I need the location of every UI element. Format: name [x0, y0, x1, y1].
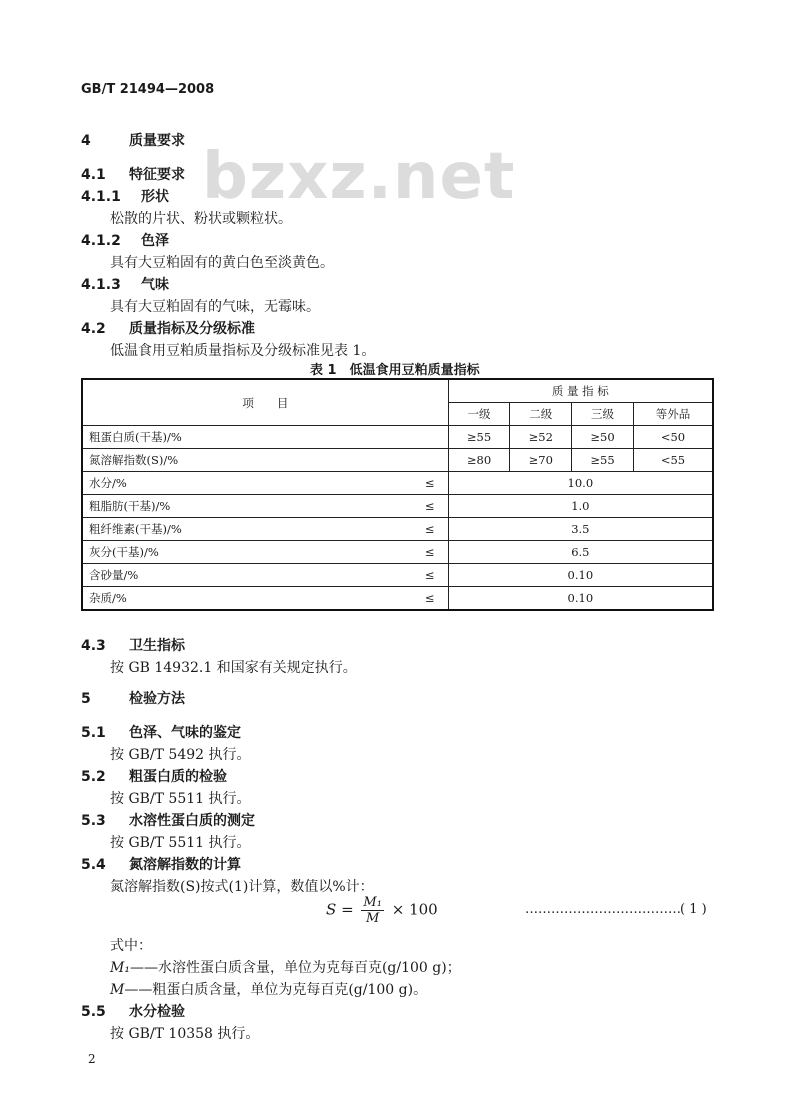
- grade-header: 三级: [572, 403, 634, 426]
- section-5-4-heading: [81, 854, 241, 874]
- section-number: 4: [81, 133, 91, 149]
- nsi-formula: [326, 895, 438, 926]
- cell-value: <55: [633, 449, 713, 472]
- operator: ≤: [412, 587, 449, 611]
- section-4-heading: [81, 130, 185, 150]
- section-title: 粗蛋白质的检验: [129, 769, 227, 785]
- quality-index-header: 质 量 指 标: [448, 379, 713, 403]
- section-5-2-heading: [81, 766, 227, 786]
- section-title: 气味: [141, 277, 169, 293]
- formula-def-m: [110, 979, 427, 999]
- section-5-3-body: 按 GB/T 5511 执行。: [110, 835, 251, 851]
- table-row: [82, 495, 713, 518]
- section-title: 检验方法: [129, 691, 185, 707]
- cell-value: ≥55: [572, 449, 634, 472]
- section-4-3-body: 按 GB 14932.1 和国家有关规定执行。: [110, 660, 357, 676]
- section-4-2-body: 低温食用豆粕质量指标及分级标准见表 1。: [110, 343, 376, 359]
- def-symbol: M₁: [110, 960, 130, 976]
- section-number: 4.1.1: [81, 189, 121, 205]
- section-number: 5.4: [81, 857, 106, 873]
- section-4-3-heading: [81, 635, 185, 655]
- operator: ≤: [412, 541, 449, 564]
- formula-denominator: M: [366, 911, 380, 926]
- cell-value: 0.10: [448, 587, 713, 611]
- section-title: 氮溶解指数的计算: [129, 857, 241, 873]
- section-5-4-body: 氮溶解指数(S)按式(1)计算，数值以%计：: [110, 879, 374, 895]
- section-4-1-3-heading: [81, 274, 169, 294]
- cell-value: ≥80: [448, 449, 510, 472]
- section-number: 4.2: [81, 321, 106, 337]
- section-number: 5.2: [81, 769, 106, 785]
- section-number: 5.1: [81, 725, 106, 741]
- section-4-2-heading: [81, 318, 255, 338]
- section-title: 水溶性蛋白质的测定: [129, 813, 255, 829]
- section-title: 水分检验: [129, 1004, 185, 1020]
- table-caption: 表 1 低温食用豆粕质量指标: [310, 363, 480, 378]
- section-title: 色泽、气味的鉴定: [129, 725, 241, 741]
- page-number: 2: [88, 1052, 96, 1066]
- cell-value: <50: [633, 426, 713, 449]
- section-5-heading: [81, 688, 185, 708]
- section-5-5-body: 按 GB/T 10358 执行。: [110, 1026, 260, 1042]
- formula-number: ( 1 ): [680, 902, 707, 917]
- grade-header: 一级: [448, 403, 510, 426]
- formula-fraction: [361, 895, 384, 926]
- section-4-1-3-body: 具有大豆粕固有的气味，无霉味。: [110, 299, 320, 315]
- section-number: 5: [81, 691, 91, 707]
- formula-where: 式中：: [110, 938, 152, 954]
- section-title: 形状: [141, 189, 169, 205]
- section-title: 质量要求: [129, 133, 185, 149]
- row-label: 灰分(干基)/%: [82, 541, 412, 564]
- table-row: [82, 587, 713, 611]
- row-label: 杂质/%: [82, 587, 412, 611]
- section-number: 4.1: [81, 167, 106, 183]
- row-label: 粗纤维素(干基)/%: [82, 518, 412, 541]
- grade-header: 等外品: [633, 403, 713, 426]
- cell-value: 3.5: [448, 518, 713, 541]
- section-number: 4.1.3: [81, 277, 121, 293]
- formula-equals: =: [341, 900, 354, 919]
- section-title: 色泽: [141, 233, 169, 249]
- table-row: [82, 472, 713, 495]
- cell-value: ≥55: [448, 426, 510, 449]
- section-4-1-2-heading: [81, 230, 169, 250]
- cell-value: ≥52: [510, 426, 572, 449]
- formula-def-m1: [110, 957, 461, 977]
- section-5-2-body: 按 GB/T 5511 执行。: [110, 791, 251, 807]
- cell-value: 0.10: [448, 564, 713, 587]
- section-4-1-1-heading: [81, 186, 169, 206]
- formula-leader-dots: ………………………………: [525, 902, 681, 917]
- table-row: [82, 426, 713, 449]
- section-number: 4.1.2: [81, 233, 121, 249]
- def-symbol: M: [110, 982, 125, 998]
- section-5-1-body: 按 GB/T 5492 执行。: [110, 747, 251, 763]
- table-row: [82, 541, 713, 564]
- def-text: ——粗蛋白质含量，单位为克每百克(g/100 g)。: [124, 982, 428, 998]
- section-5-1-heading: [81, 722, 241, 742]
- table-row: [82, 449, 713, 472]
- section-number: 4.3: [81, 638, 106, 654]
- operator: ≤: [412, 472, 449, 495]
- row-label: 含砂量/%: [82, 564, 412, 587]
- cell-value: 1.0: [448, 495, 713, 518]
- section-5-5-heading: [81, 1001, 185, 1021]
- row-label: 水分/%: [82, 472, 412, 495]
- section-title: 卫生指标: [129, 638, 185, 654]
- grade-header: 二级: [510, 403, 572, 426]
- section-4-1-heading: [81, 164, 185, 184]
- formula-multiplier: × 100: [391, 900, 438, 919]
- cell-value: 10.0: [448, 472, 713, 495]
- cell-value: ≥50: [572, 426, 634, 449]
- section-4-1-1-body: 松散的片状、粉状或颗粒状。: [110, 211, 292, 227]
- section-number: 5.3: [81, 813, 106, 829]
- table-row: [82, 518, 713, 541]
- quality-index-table: [81, 378, 714, 611]
- watermark: bzxz.net: [202, 140, 516, 214]
- row-label: 氮溶解指数(S)/%: [82, 449, 448, 472]
- standard-code: GB/T 21494—2008: [81, 82, 215, 97]
- section-title: 质量指标及分级标准: [129, 321, 255, 337]
- section-5-3-heading: [81, 810, 255, 830]
- operator: ≤: [412, 495, 449, 518]
- row-label: 粗脂肪(干基)/%: [82, 495, 412, 518]
- formula-numerator: M₁: [363, 895, 382, 910]
- cell-value: 6.5: [448, 541, 713, 564]
- row-label: 粗蛋白质(干基)/%: [82, 426, 448, 449]
- def-text: ——水溶性蛋白质含量，单位为克每百克(g/100 g)；: [129, 960, 461, 976]
- operator: ≤: [412, 564, 449, 587]
- formula-lhs: S: [326, 900, 337, 919]
- cell-value: ≥70: [510, 449, 572, 472]
- section-4-1-2-body: 具有大豆粕固有的黄白色至淡黄色。: [110, 255, 334, 271]
- section-number: 5.5: [81, 1004, 106, 1020]
- table-row: [82, 564, 713, 587]
- operator: ≤: [412, 518, 449, 541]
- item-header: 项 目: [82, 379, 448, 426]
- section-title: 特征要求: [129, 167, 185, 183]
